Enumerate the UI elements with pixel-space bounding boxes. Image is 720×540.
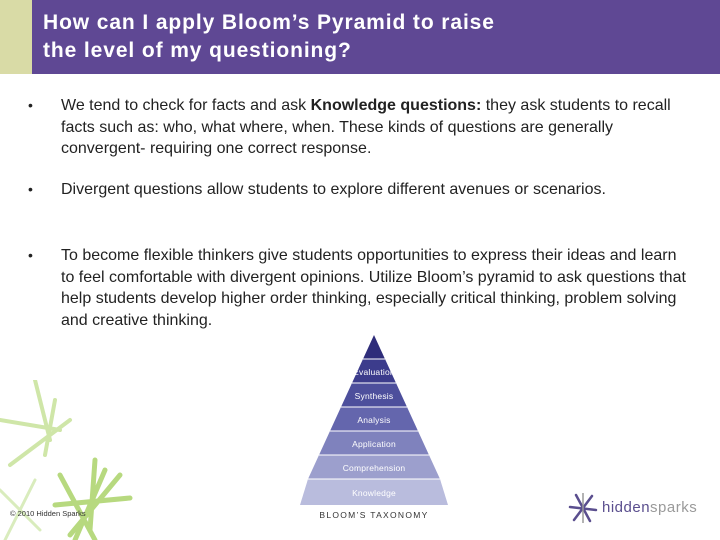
- slide-title: How can I apply Bloom’s Pyramid to raise the level of my questioning?: [43, 11, 495, 62]
- bullet-text: Divergent questions allow students to explore different avenues or scenarios.: [61, 181, 606, 198]
- bullet-text: To become flexible thinkers give students opportunities to express their ideas and learn to feel comfortable with divergent opinions. Utilize Bloom’s pyramid to ask questions that help students develop higher order thinking, especially critical thinking, problem solving and creative thinking.: [61, 247, 686, 329]
- hidden-sparks-logo: [568, 492, 718, 524]
- pyramid-label-evaluation: Evaluation: [353, 367, 395, 377]
- title-accent-bar: [0, 0, 32, 74]
- pyramid-label-application: Application: [352, 439, 396, 449]
- bullet-marker: •: [28, 247, 33, 263]
- spark-logo-icon: [568, 493, 598, 523]
- pyramid-caption: BLOOM’S TAXONOMY: [319, 510, 429, 520]
- bullet-text: [61, 95, 693, 160]
- pyramid-label-comprehension: Comprehension: [342, 463, 406, 473]
- copyright-notice: © 2010 Hidden Sparks: [10, 509, 86, 518]
- bullet-text-part: they ask students to recall facts such as: who, what where, when. These kinds of questions are generally convergent- requiring one correct response.: [61, 97, 671, 157]
- pyramid-tier-top: [363, 335, 385, 359]
- logo-wordmark: [602, 499, 697, 516]
- pyramid-label-knowledge: Knowledge: [352, 488, 396, 498]
- bullet-bold-term: Knowledge questions:: [310, 97, 482, 114]
- pyramid-label-synthesis: Synthesis: [354, 391, 394, 401]
- bullet-marker: •: [28, 97, 33, 113]
- pyramid-label-analysis: Analysis: [357, 415, 391, 425]
- logo-word-hidden: hidden: [602, 499, 651, 516]
- bullet-text-part: We tend to check for facts and ask: [61, 97, 311, 114]
- logo-word-sparks: sparks: [650, 499, 698, 516]
- title-banner: [0, 0, 720, 74]
- bullet-marker: •: [28, 181, 33, 197]
